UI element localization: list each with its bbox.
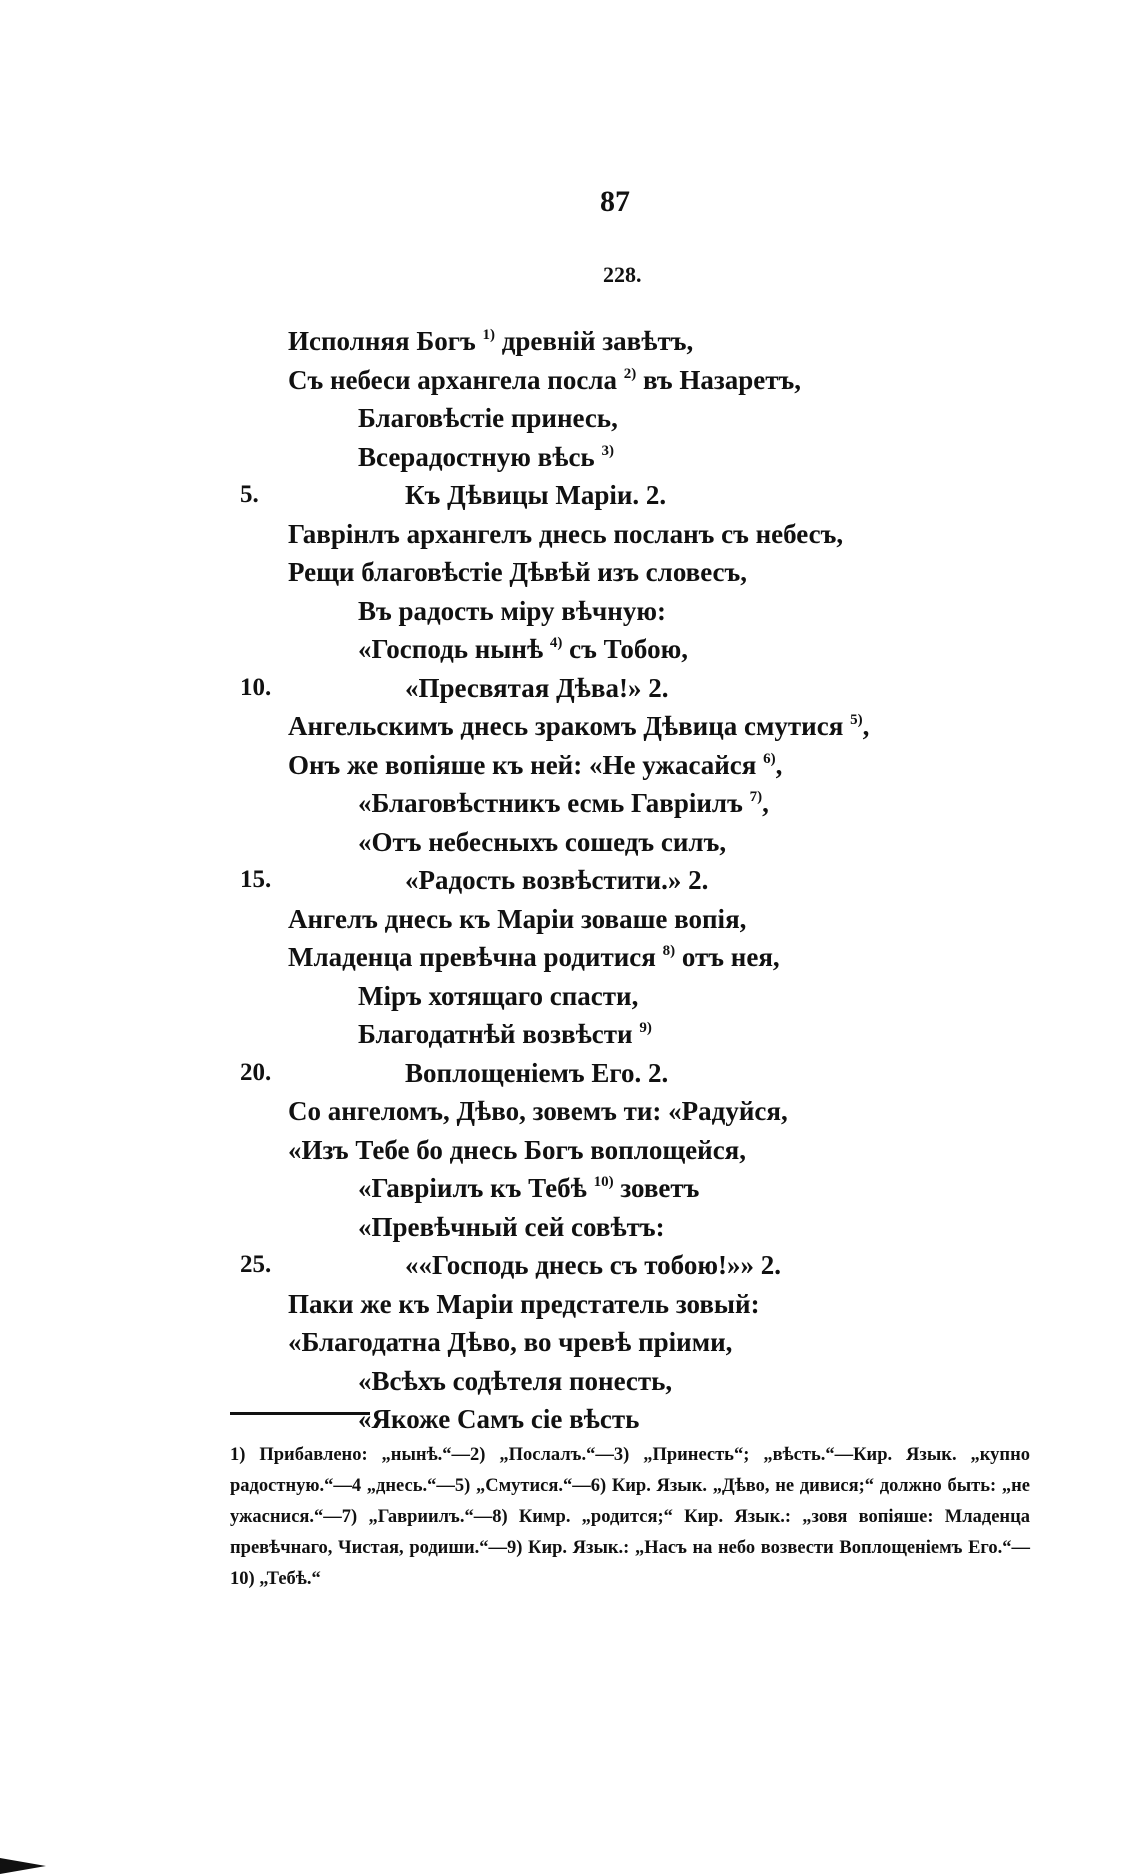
- line-text-main: «Якоже Самъ сіе вѣсть: [358, 1404, 640, 1434]
- line-text: [288, 553, 747, 592]
- footnote-marker: 1): [482, 327, 495, 343]
- line-text: [288, 746, 782, 785]
- line-text-main: Ангельскимъ днесь зракомъ Дѣвица смутися: [288, 711, 844, 741]
- line-text: [358, 592, 666, 631]
- poem-line: [0, 1400, 1140, 1439]
- poem-line: [0, 1246, 1140, 1285]
- hymn-number: 228.: [603, 262, 642, 287]
- poem-line: [0, 1015, 1140, 1054]
- footnote-marker-number: 4: [549, 635, 558, 651]
- line-text-main: Міръ хотящаго спасти,: [358, 980, 639, 1011]
- line-text: [358, 823, 726, 862]
- poem-line: [0, 1131, 1140, 1170]
- line-text: [405, 861, 708, 900]
- line-text: [288, 361, 801, 400]
- footnote-marker-number: 3: [601, 442, 609, 459]
- line-text: [358, 1169, 699, 1208]
- poem-line: [0, 399, 1140, 438]
- line-text-main: Благодатнѣй возвѣсти: [358, 1019, 633, 1049]
- line-text: [358, 438, 614, 477]
- footnote-divider: [230, 1412, 370, 1415]
- footnote-marker-number: 7: [749, 789, 758, 805]
- line-text: [288, 322, 693, 361]
- line-number: 10.: [240, 673, 272, 701]
- poem-line: [0, 977, 1140, 1016]
- line-text: [288, 1323, 732, 1362]
- line-text: [288, 1285, 760, 1324]
- poem-line: [0, 361, 1140, 400]
- poem: [0, 322, 1140, 1439]
- footnote-marker-number: 9: [639, 1020, 647, 1036]
- line-text-main: Онъ же вопіяше къ ней: «Не ужасайся: [288, 749, 757, 780]
- line-text-main: «Благовѣстникъ есмь Гавріилъ: [358, 788, 743, 818]
- poem-line: [0, 592, 1140, 631]
- line-text-main: Въ радость міру вѣчную:: [358, 595, 666, 626]
- footnote-marker: 9): [639, 1020, 652, 1036]
- poem-line: [0, 438, 1140, 477]
- footnote-marker: 4): [549, 635, 563, 651]
- footnote-marker-number: 1: [482, 327, 490, 343]
- line-text-main: Младенца превѣчна родитися: [288, 942, 656, 972]
- line-text: [288, 515, 843, 554]
- page-number: 87: [600, 185, 630, 218]
- line-text-main: «Радость возвѣстити.» 2.: [405, 865, 709, 895]
- line-text: [405, 1054, 668, 1093]
- line-text-main: Благовѣстіе принесь,: [358, 403, 618, 433]
- line-text-main: «Изъ Тебе бо днесь Богъ воплощейся,: [288, 1134, 747, 1165]
- line-text-main: Воплощеніемъ Его. 2.: [405, 1057, 669, 1088]
- poem-line: [0, 1285, 1140, 1324]
- poem-line: [0, 746, 1140, 785]
- line-text-main: Гаврінлъ архангелъ днесь посланъ съ небесъ,: [288, 518, 844, 549]
- poem-line: [0, 823, 1140, 862]
- line-text-rest: древній завѣтъ,: [494, 326, 694, 356]
- poem-line: [0, 553, 1140, 592]
- poem-line: [0, 1362, 1140, 1401]
- poem-line: [0, 938, 1140, 977]
- line-text-rest: ,: [775, 749, 783, 780]
- line-text: [358, 399, 618, 438]
- poem-line: [0, 707, 1140, 746]
- footnotes: [230, 1440, 1030, 1595]
- line-text-main: Паки же къ Маріи предстатель зовый:: [288, 1288, 760, 1319]
- line-text: [358, 1400, 639, 1439]
- line-number: 5.: [240, 481, 259, 508]
- footnote-marker: 10): [593, 1174, 614, 1190]
- line-text: [288, 1131, 746, 1170]
- poem-line: [0, 322, 1140, 361]
- line-text: [405, 1246, 781, 1285]
- footnote-marker-number: 10: [593, 1174, 609, 1190]
- footnote-marker: 7): [749, 789, 763, 805]
- line-text: [288, 1092, 788, 1131]
- poem-line: [0, 669, 1140, 708]
- line-text: [358, 977, 638, 1016]
- line-number: 25.: [240, 1251, 272, 1278]
- line-text-main: «Превѣчный сей совѣтъ:: [358, 1211, 665, 1242]
- poem-line: [0, 861, 1140, 900]
- poem-line: [0, 515, 1140, 554]
- line-text: [288, 938, 780, 977]
- line-text-rest: зоветъ: [613, 1173, 700, 1203]
- line-text-main: «Господь нынѣ: [358, 634, 544, 664]
- line-text-rest: въ Назаретъ,: [636, 364, 801, 395]
- line-text-main: «Всѣхъ содѣтеля понесть,: [358, 1365, 673, 1396]
- line-text-main: «Благодатна Дѣво, во чревѣ пріими,: [288, 1327, 733, 1357]
- poem-line: [0, 1323, 1140, 1362]
- footnote-marker-number: 5: [850, 712, 858, 728]
- poem-line: [0, 1054, 1140, 1093]
- line-number: 20.: [240, 1058, 272, 1086]
- line-text-main: Рещи благовѣстіе Дѣвѣй изъ словесъ,: [288, 557, 748, 587]
- footnote-text: 1) Прибавлено: „нынѣ.“—2) „Послалъ.“—3) „Принесть“; „вѣсть.“—Кир. Язык. „купно радостную.“—4 „днесь.“—5) „Смутися.“—6) Кир. Язык. „Дѣво, не дивися;“ должно быть: „не ужаснися.“—7) „Гавриилъ.“—8) Кимр. „родится;“ Кир. Язык.: „зовя вопіяше: Младенца превѣчнаго, Чистая, родиши.“—9) Кир. Язык.: „Насъ на небо возвести Воплощеніемъ Его.“— 10) „Тебѣ.“: [230, 1445, 1030, 1589]
- poem-line: [0, 1208, 1140, 1247]
- line-text: [358, 784, 769, 823]
- page-edge-arrow-icon: [0, 1858, 46, 1874]
- footnote-marker-number: 6: [763, 750, 771, 767]
- footnote-marker: 3): [601, 442, 614, 459]
- line-text: [405, 476, 666, 515]
- footnote-marker-number: 2: [623, 365, 632, 382]
- line-text-main: Всерадостную вѣсь: [358, 441, 595, 472]
- footnote-marker: 8): [662, 943, 676, 959]
- line-text: [358, 630, 688, 669]
- line-text-rest: ,: [762, 788, 769, 818]
- line-text-main: Ангелъ днесь къ Маріи зоваше вопія,: [288, 903, 747, 934]
- poem-line: [0, 1169, 1140, 1208]
- footnote-marker-number: 8: [662, 943, 671, 959]
- line-text-rest: ,: [862, 711, 870, 741]
- line-text: [358, 1015, 652, 1054]
- poem-line: [0, 1092, 1140, 1131]
- line-text-main: «Пресвятая Дѣва!» 2.: [405, 672, 669, 703]
- footnote-marker: 2): [623, 365, 637, 382]
- line-text-main: Къ Дѣвицы Маріи. 2.: [405, 480, 667, 510]
- line-text: [358, 1362, 672, 1401]
- line-text-rest: съ Тобою,: [562, 634, 688, 664]
- poem-line: [0, 630, 1140, 669]
- line-text-main: Со ангеломъ, Дѣво, зовемъ ти: «Радуйся,: [288, 1096, 788, 1126]
- footnote-marker: 6): [763, 750, 776, 767]
- line-text: [288, 707, 869, 746]
- line-text-rest: отъ нея,: [675, 942, 780, 972]
- line-text-main: Исполняя Богъ: [288, 326, 476, 356]
- line-text: [405, 669, 668, 708]
- line-text-main: Съ небеси архангела посла: [288, 364, 617, 395]
- line-text: [288, 900, 746, 939]
- line-text-main: «Отъ небесныхъ сошедъ силъ,: [358, 826, 727, 857]
- line-text-main: «Гавріилъ къ Тебѣ: [358, 1173, 587, 1203]
- line-text-main: ««Господь днесь съ тобою!»» 2.: [405, 1250, 781, 1280]
- poem-line: [0, 476, 1140, 515]
- line-text: [358, 1208, 665, 1247]
- poem-line: [0, 900, 1140, 939]
- footnote-marker: 5): [850, 712, 863, 728]
- poem-line: [0, 784, 1140, 823]
- line-number: 15.: [240, 866, 272, 893]
